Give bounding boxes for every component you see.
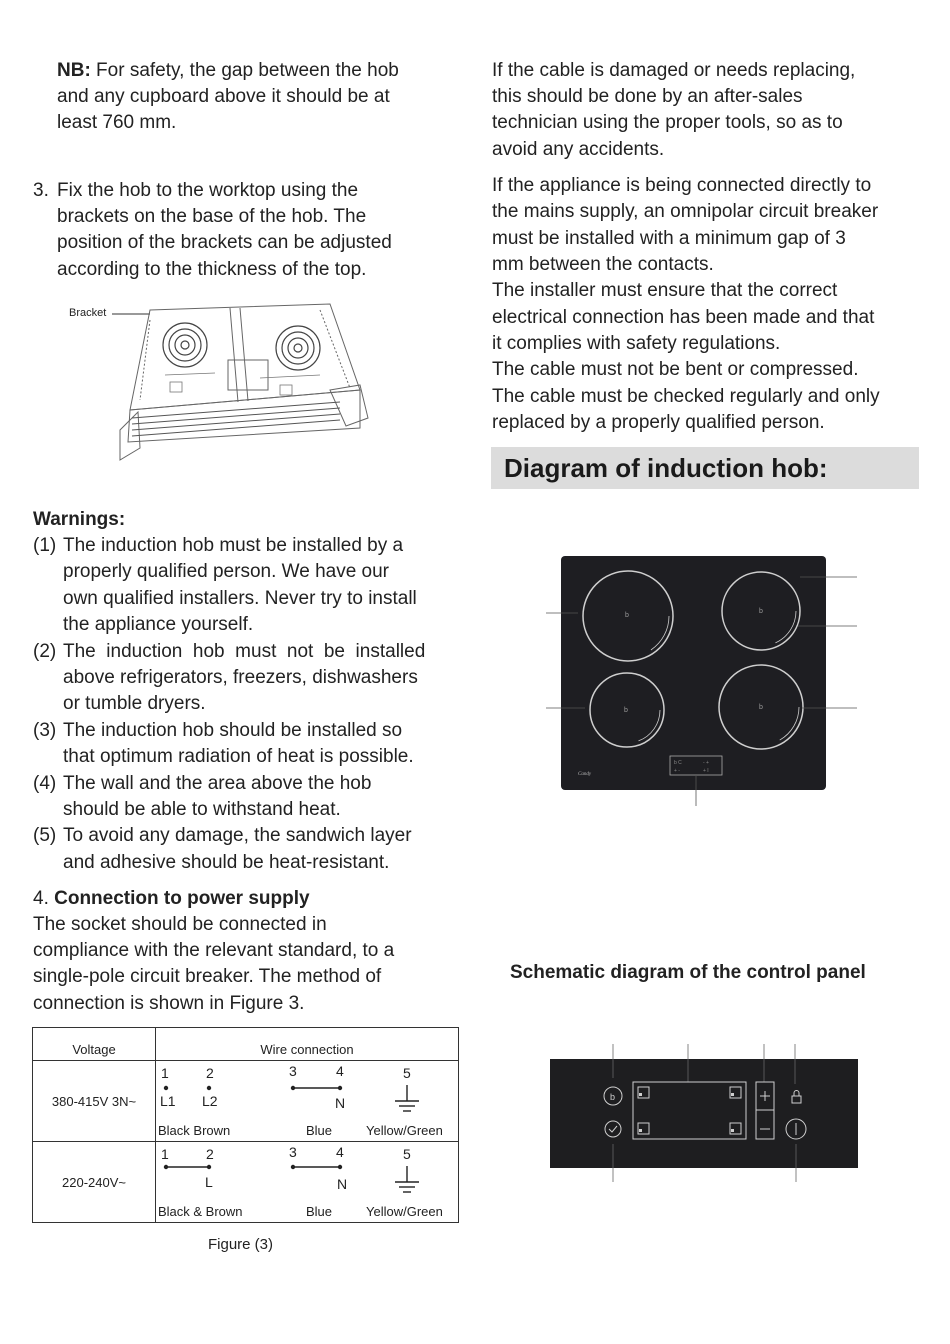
mains-para-line: If the appliance is being connected directly to [492, 175, 872, 196]
svg-text:+ -: + - [674, 768, 680, 774]
control-panel-schematic [548, 1040, 860, 1185]
step4-line: connection is shown in Figure 3. [33, 993, 305, 1014]
mains-para-line: mm between the contacts. [492, 254, 714, 275]
svg-text:b: b [759, 704, 763, 711]
cable-para-line: If the cable is damaged or needs replacing, [492, 60, 856, 81]
step4-heading: 4. Connection to power supply [33, 888, 310, 909]
svg-text:b: b [625, 612, 629, 619]
warning-item: (5) To avoid any damage, the sandwich layer and adhesive should be heat-resistant. [33, 825, 412, 873]
voltage-header: Voltage [33, 1028, 156, 1061]
nb-text: For safety, the gap between the hob [90, 60, 399, 81]
svg-text:b: b [610, 1092, 616, 1102]
hob-brand-logo: Candy [578, 772, 592, 777]
mains-para-line: The cable must not be bent or compressed. [492, 359, 859, 380]
step4-line: single-pole circuit breaker. The method of [33, 966, 382, 987]
wire-cell: 1 2 3 4 5 L N Black & Brown Blue Yellow/Green [156, 1142, 459, 1223]
wire-symbols [156, 1142, 458, 1202]
step3-line: position of the brackets can be adjusted [57, 232, 392, 253]
warnings-list [33, 533, 473, 876]
cable-para-line: avoid any accidents. [492, 139, 665, 160]
nb-line: and any cupboard above it should be at [57, 86, 390, 107]
mains-para-line: The cable must be checked regularly and only [492, 386, 880, 407]
wire-symbols [156, 1061, 458, 1121]
nb-line: least 760 mm. [57, 112, 177, 133]
mains-para-line: The installer must ensure that the correct [492, 280, 838, 301]
svg-text:b C: b C [674, 760, 682, 766]
figure-caption: Figure (3) [208, 1236, 274, 1253]
step3-line: Fix the hob to the worktop using the [57, 180, 359, 201]
nb-label: NB: [57, 60, 91, 81]
schematic-title: Schematic diagram of the control panel [510, 962, 866, 983]
wire-header: Wire connection [156, 1028, 459, 1061]
mains-para-line: replaced by a properly qualified person. [492, 412, 825, 433]
voltage-cell: 380-415V 3N~ [33, 1061, 156, 1142]
svg-text:- +: - + [703, 760, 709, 766]
cable-para-line: this should be done by an after-sales [492, 86, 803, 107]
step3-number: 3. [33, 180, 49, 201]
wire-cell: 1 2 3 4 5 L1 L2 N Black Brown Blue Yellow/Green [156, 1061, 459, 1142]
bracket-label: Bracket [69, 307, 107, 319]
step4-line: The socket should be connected in [33, 914, 327, 935]
warning-item: (3) The induction hob should be installed so that optimum radiation of heat is possible. [33, 719, 414, 768]
mains-para-line: it complies with safety regulations. [492, 333, 781, 354]
cable-para-line: technician using the proper tools, so as to [492, 112, 843, 133]
mains-para-line: must be installed with a minimum gap of 3 [492, 228, 846, 249]
svg-text:b: b [624, 707, 628, 714]
warning-item: (4) The wall and the area above the hob should be able to withstand heat. [33, 772, 372, 821]
mains-para-line: electrical connection has been made and that [492, 307, 875, 328]
step3-line: brackets on the base of the hob. The [57, 206, 367, 227]
svg-text:+ I: + I [703, 768, 709, 774]
step4-title: Connection to power supply [54, 888, 310, 909]
svg-text:b: b [759, 608, 763, 615]
step4-line: compliance with the relevant standard, to a [33, 940, 395, 961]
hob-bracket-illustration [110, 300, 380, 480]
step3-line: according to the thickness of the top. [57, 259, 367, 280]
voltage-cell: 220-240V~ [33, 1142, 156, 1223]
induction-hob-diagram [540, 550, 870, 810]
warnings-title: Warnings: [33, 509, 126, 530]
warning-item: (2) The induction hob must not be installed above refrigerators, freezers, dishwashers or tumble dryers. [33, 640, 426, 715]
nb-note [57, 58, 399, 84]
diagram-title: Diagram of induction hob: [504, 453, 828, 483]
wiring-table [32, 1027, 459, 1223]
warning-item: (1) The induction hob must be installed by a properly qualified person. We have our own qualified installers. Never try to install the appliance yourself. [33, 535, 417, 636]
mains-para-line: the mains supply, an omnipolar circuit breaker [492, 201, 879, 222]
diagram-heading-banner [491, 447, 919, 489]
